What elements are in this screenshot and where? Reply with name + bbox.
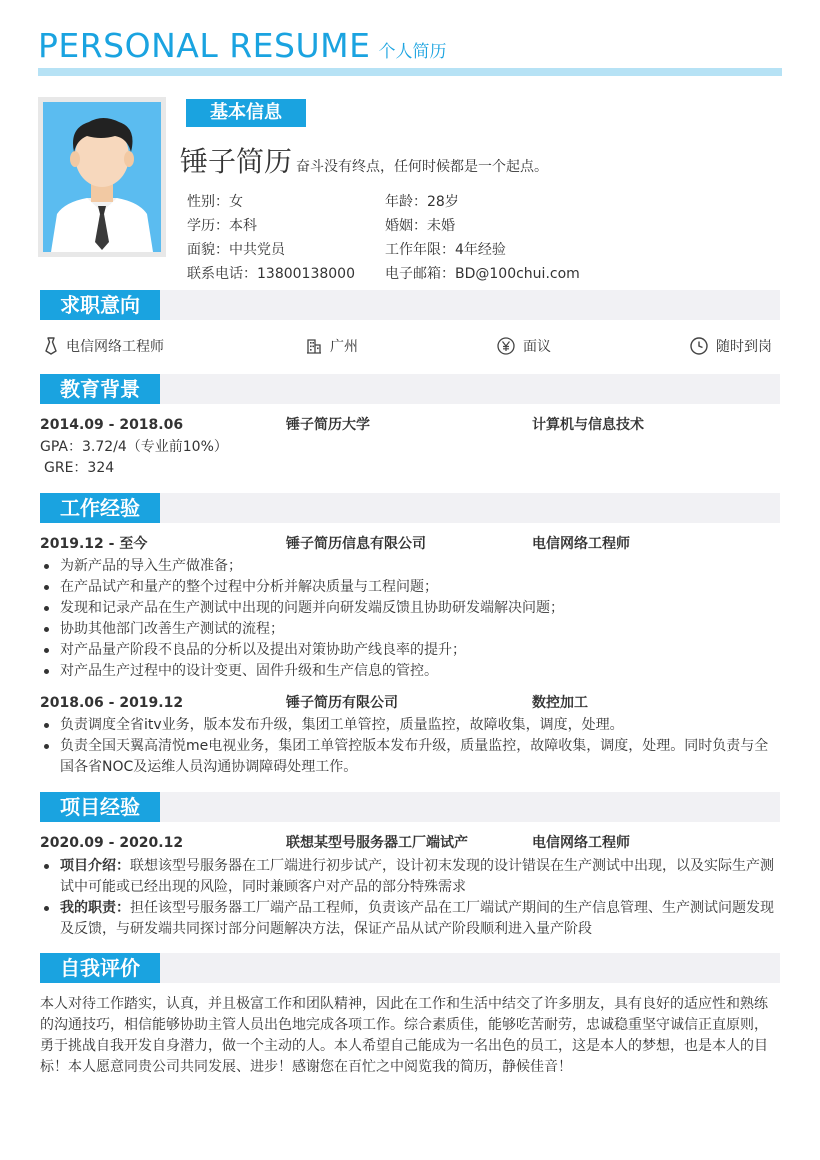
list-item (40, 856, 780, 898)
info-row (187, 190, 607, 214)
intent-position (44, 334, 164, 358)
job-duties-list (40, 715, 780, 778)
info-row (187, 262, 607, 286)
section-tag-project: 项目经验 (40, 792, 160, 822)
job-role: 电信网络工程师 (532, 536, 630, 552)
list-item: 对产品量产阶段不良品的分析以及提出对策协助产线良率的提升； (40, 640, 780, 661)
section-header-work (40, 493, 780, 523)
info-row (187, 238, 607, 262)
intent-salary-label: 面议 (523, 339, 551, 355)
info-experience-years: 工作年限：4年经验 (385, 242, 506, 258)
project-details-list (40, 856, 780, 940)
section-header-self-eval (40, 953, 780, 983)
intent-salary (497, 334, 551, 358)
tie-icon (44, 337, 58, 355)
section-tag-work: 工作经验 (40, 493, 160, 523)
info-education: 学历：本科 (187, 218, 257, 234)
education-gpa: GPA：3.72/4（专业前10%） (40, 439, 228, 455)
education-major: 计算机与信息技术 (532, 417, 644, 433)
education-school: 锤子简历大学 (286, 417, 370, 433)
education-period: 2014.09 - 2018.06 (40, 417, 184, 433)
building-icon (306, 338, 322, 354)
profile-photo (38, 97, 166, 257)
info-political: 面貌：中共党员 (187, 242, 285, 258)
job-company: 锤子简历信息有限公司 (286, 536, 426, 552)
job-period: 2018.06 - 2019.12 (40, 695, 184, 711)
project-duty: 担任该型号服务器工厂端产品工程师，负责该产品在工厂端试产期间的生产信息管理、生产测试问题发现及反馈，与研发端共同探讨部分问题解决方法，保证产品从试产阶段顺利进入量产阶段 (60, 900, 774, 937)
info-age: 年龄：28岁 (385, 194, 459, 210)
intent-city-label: 广州 (330, 339, 358, 355)
info-email: 电子邮箱：BD@100chui.com (385, 266, 580, 282)
job-row (40, 692, 780, 714)
clock-icon (690, 337, 708, 355)
list-item: 为新产品的导入生产做准备； (40, 556, 780, 577)
resume-subtitle: 个人简历 (378, 42, 447, 62)
name-line (180, 140, 548, 180)
job-period: 2019.12 - 至今 (40, 536, 148, 552)
person-name: 锤子简历 (180, 145, 293, 178)
section-tag-education: 教育背景 (40, 374, 160, 404)
basic-info-grid (187, 190, 607, 286)
project-row (40, 832, 780, 854)
section-tag-self-eval: 自我评价 (40, 953, 160, 983)
intent-availability (690, 334, 772, 358)
avatar (43, 102, 161, 252)
intent-position-label: 电信网络工程师 (66, 339, 164, 355)
job-duties-list (40, 556, 780, 682)
list-item: 协助其他部门改善生产测试的流程； (40, 619, 780, 640)
list-item: 负责调度全省itv业务，版本发布升级，集团工单管控，质量监控，故障收集，调度，处理。 (40, 715, 780, 736)
list-item: 在产品试产和量产的整个过程中分析并解决质量与工程问题； (40, 577, 780, 598)
section-tag-basic-info: 基本信息 (186, 99, 306, 127)
yuan-icon (497, 337, 515, 355)
section-header-intent (40, 290, 780, 320)
info-marital: 婚姻：未婚 (385, 218, 455, 234)
list-item (40, 898, 780, 940)
project-role: 电信网络工程师 (532, 835, 630, 851)
list-item: 发现和记录产品在生产测试中出现的问题并向研发端反馈且协助研发端解决问题； (40, 598, 780, 619)
section-header-project (40, 792, 780, 822)
project-period: 2020.09 - 2020.12 (40, 835, 184, 851)
avatar-illustration-icon (43, 102, 161, 252)
project-name: 联想某型号服务器工厂端试产 (286, 835, 468, 851)
intent-city (306, 334, 358, 358)
job-role: 数控加工 (532, 695, 588, 711)
info-row (187, 214, 607, 238)
intent-row (40, 334, 780, 358)
list-item: 对产品生产过程中的设计变更、固件升级和生产信息的管控。 (40, 661, 780, 682)
job-row (40, 533, 780, 555)
project-intro: 联想该型号服务器在工厂端进行初步试产，设计初末发现的设计错误在生产测试中出现，以及实际生产测试中可能或已经出现的风险，同时兼顾客户对产品的部分特殊需求 (60, 858, 774, 895)
info-gender: 性别：女 (187, 194, 243, 210)
section-header-education (40, 374, 780, 404)
project-intro-label: 项目介绍： (60, 858, 130, 874)
motto: 奋斗没有终点，任何时候都是一个起点。 (296, 159, 549, 175)
header-divider (38, 68, 782, 76)
list-item: 负责全国天翼高清悦me电视业务，集团工单管控版本发布升级，质量监控，故障收集，调度，处理。同时负责与全国各省NOC及运维人员沟通协调障碍处理工作。 (40, 736, 780, 778)
section-tag-intent: 求职意向 (40, 290, 160, 320)
project-duty-label: 我的职责： (60, 900, 130, 916)
intent-availability-label: 随时到岗 (716, 339, 772, 355)
education-row (40, 414, 780, 436)
education-gre: GRE：324 (44, 460, 115, 476)
resume-title: PERSONAL RESUME (38, 26, 371, 65)
self-eval-text: 本人对待工作踏实，认真，并且极富工作和团队精神，因此在工作和生活中结交了许多朋友，具有良好的适应性和熟练的沟通技巧，相信能够协助主管人员出色地完成各项工作。综合素质佳，能够吃苦耐劳，忠诚稳重坚守诚信正直原则，勇于挑战自我开发自身潜力，做一个主动的人。本人希望自己能成为一名出色的员工，这是本人的梦想，也是本人的目标！本人愿意同贵公司共同发展、进步！感谢您在百忙之中阅览我的简历，静候佳音！ (40, 996, 768, 1075)
info-phone: 联系电话：13800138000 (187, 266, 355, 282)
job-company: 锤子简历有限公司 (286, 695, 398, 711)
resume-header (38, 26, 782, 66)
